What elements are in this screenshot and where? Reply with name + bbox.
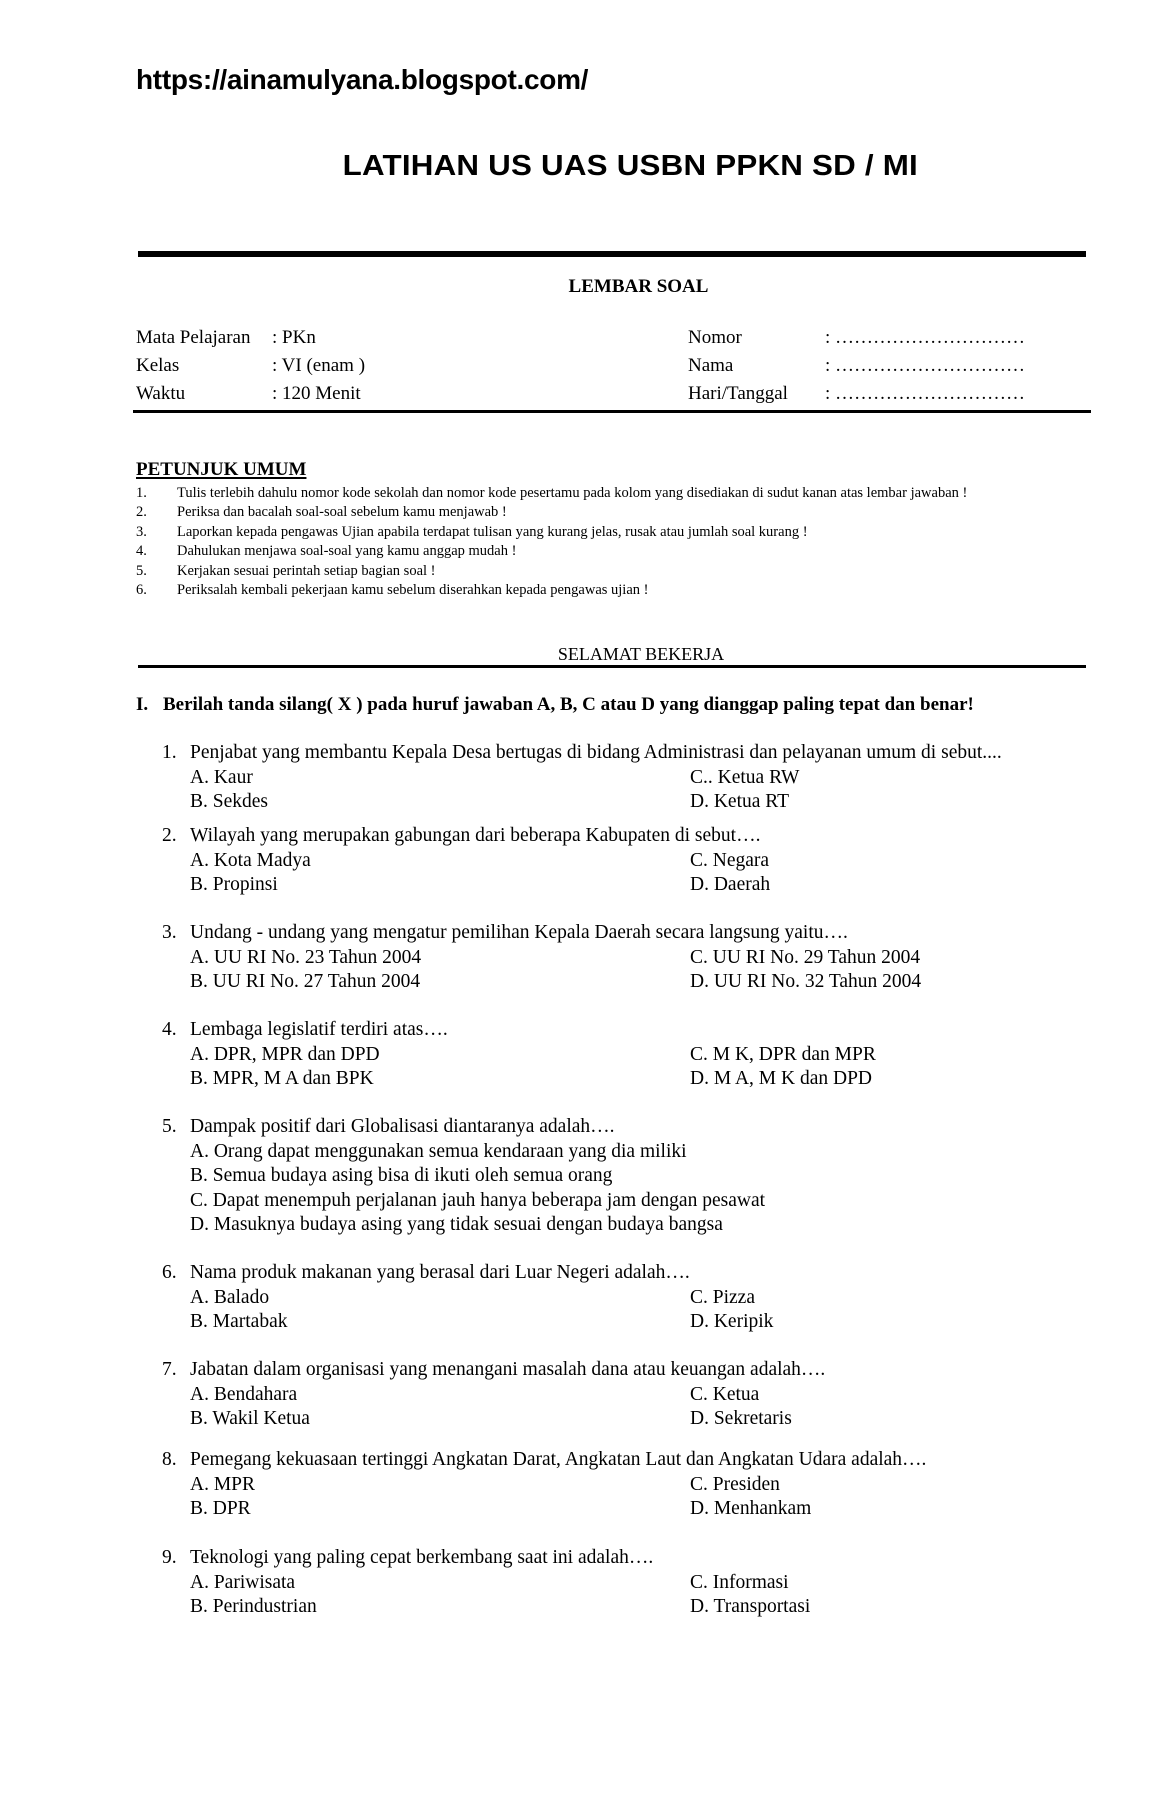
question-text: Jabatan dalam organisasi yang menangani masalah dana atau keuangan adalah…. <box>190 1359 826 1380</box>
instructions-list <box>136 484 1076 600</box>
item-number: 5. <box>136 562 147 579</box>
option-b: B. DPR <box>190 1498 251 1519</box>
option-c: C. Informasi <box>690 1571 789 1593</box>
option-b: B. Sekdes <box>190 791 268 812</box>
option-c: C.. Ketua RW <box>690 766 800 788</box>
instruction-item <box>136 484 1076 503</box>
option-a: A. UU RI No. 23 Tahun 2004 <box>190 946 422 968</box>
option-a: A. DPR, MPR dan DPD <box>190 1043 380 1065</box>
header-divider <box>138 251 1086 257</box>
item-number: 1. <box>136 485 147 501</box>
item-number: 3. <box>136 523 147 540</box>
option-a: A. Pariwisata <box>190 1571 296 1593</box>
section-instruction <box>136 694 974 716</box>
instruction-item <box>136 542 1076 561</box>
option-d: D. Sekretaris <box>690 1408 792 1429</box>
option-d: D. Keripik <box>690 1311 774 1332</box>
info-value: : 120 Menit <box>272 383 361 404</box>
option-b: B. Perindustrian <box>190 1596 317 1617</box>
exam-info-left <box>136 324 365 408</box>
number-field: : ………………………… <box>825 327 1026 348</box>
question-text: Nama produk makanan yang berasal dari Luar Negeri adalah…. <box>190 1262 690 1283</box>
closing-text: SELAMAT BEKERJA <box>557 644 725 664</box>
question <box>162 921 1082 995</box>
question <box>162 1358 1082 1432</box>
info-label: Hari/Tanggal <box>688 383 788 404</box>
item-number: 2. <box>136 504 147 521</box>
question-number: 5. <box>162 1116 177 1137</box>
option-a: A. Orang dapat menggunakan semua kendaraan yang dia miliki <box>190 1140 687 1162</box>
section-text: Berilah tanda silang( X ) pada huruf jawaban A, B, C atau D yang dianggap paling tepat dan benar! <box>163 694 974 715</box>
date-field: : ………………………… <box>825 383 1026 404</box>
item-text: Kerjakan sesuai perintah setiap bagian soal ! <box>177 562 436 579</box>
info-label: Nama <box>688 355 734 376</box>
info-row-date <box>688 380 1025 408</box>
question-number: 9. <box>162 1547 177 1568</box>
question-text: Undang - undang yang mengatur pemilihan Kepala Daerah secara langsung yaitu…. <box>190 922 848 943</box>
question-text: Wilayah yang merupakan gabungan dari beberapa Kabupaten di sebut…. <box>190 825 761 846</box>
option-c: C. Ketua <box>690 1383 760 1405</box>
info-row-name <box>688 352 1025 380</box>
question-number: 6. <box>162 1262 177 1283</box>
section-divider <box>138 665 1086 668</box>
question-text: Penjabat yang membantu Kepala Desa bertugas di bidang Administrasi dan pelayanan umum di sebut.... <box>190 742 1002 763</box>
item-text: Periksalah kembali pekerjaan kamu sebelum diserahkan kepada pengawas ujian ! <box>177 582 649 599</box>
option-d: D. Masuknya budaya asing yang tidak sesuai dengan budaya bangsa <box>190 1214 723 1235</box>
info-value: : PKn <box>272 327 316 348</box>
question-number: 1. <box>162 742 177 763</box>
question <box>162 1018 1082 1092</box>
section-number: I. <box>136 694 149 715</box>
instruction-item <box>136 562 1076 581</box>
option-d: D. Daerah <box>690 874 771 895</box>
option-c: C. Negara <box>690 849 770 871</box>
info-row-time <box>136 380 365 408</box>
info-label: Mata Pelajaran <box>136 327 251 348</box>
instruction-item <box>136 503 1076 522</box>
item-number: 4. <box>136 543 147 560</box>
item-text: Periksa dan bacalah soal-soal sebelum kamu menjawab ! <box>177 504 507 521</box>
question-text: Lembaga legislatif terdiri atas…. <box>190 1019 448 1040</box>
option-d: D. Transportasi <box>690 1596 811 1617</box>
question-text: Pemegang kekuasaan tertinggi Angkatan Darat, Angkatan Laut dan Angkatan Udara adalah…. <box>190 1449 927 1470</box>
option-b: B. Wakil Ketua <box>190 1408 310 1429</box>
option-c: C. M K, DPR dan MPR <box>690 1043 876 1065</box>
option-b: B. MPR, M A dan BPK <box>190 1068 374 1089</box>
question-number: 8. <box>162 1449 177 1470</box>
option-b: B. Propinsi <box>190 874 278 895</box>
question <box>162 1115 1082 1238</box>
question <box>162 1448 1082 1522</box>
option-a: A. Kaur <box>190 766 253 788</box>
option-b: B. UU RI No. 27 Tahun 2004 <box>190 971 421 992</box>
instructions-heading: PETUNJUK UMUM <box>136 459 307 480</box>
info-row-number <box>688 324 1025 352</box>
option-a: A. Bendahara <box>190 1383 298 1405</box>
instruction-item <box>136 581 1076 600</box>
option-b: B. Martabak <box>190 1311 288 1332</box>
option-c: C. Pizza <box>690 1286 755 1308</box>
page-title: LATIHAN US UAS USBN PPKN SD / MI <box>342 150 918 182</box>
info-value: : VI (enam ) <box>272 355 366 376</box>
option-c: C. Dapat menempuh perjalanan jauh hanya beberapa jam dengan pesawat <box>190 1189 766 1211</box>
option-b: B. Semua budaya asing bisa di ikuti oleh semua orang <box>190 1165 613 1186</box>
question-number: 3. <box>162 922 177 943</box>
item-text: Laporkan kepada pengawas Ujian apabila terdapat tulisan yang kurang jelas, rusak atau jumlah soal kurang ! <box>177 523 808 540</box>
item-text: Dahulukan menjawa soal-soal yang kamu anggap mudah ! <box>177 543 517 560</box>
exam-info-right <box>688 324 1025 408</box>
option-a: A. Kota Madya <box>190 849 311 871</box>
item-text: Tulis terlebih dahulu nomor kode sekolah dan nomor kode pesertamu pada kolom yang disediakan di sudut kanan atas lembar jawaban ! <box>177 485 968 501</box>
question-text: Teknologi yang paling cepat berkembang saat ini adalah…. <box>190 1547 654 1568</box>
question-number: 2. <box>162 825 177 846</box>
option-d: D. Ketua RT <box>690 791 790 812</box>
option-d: D. Menhankam <box>690 1498 812 1519</box>
question <box>162 741 1082 815</box>
question <box>162 1261 1082 1335</box>
blog-url: https://ainamulyana.blogspot.com/ <box>136 64 589 95</box>
question-text: Dampak positif dari Globalisasi diantaranya adalah…. <box>190 1116 615 1137</box>
option-a: A. MPR <box>190 1473 256 1495</box>
info-divider <box>133 410 1091 413</box>
info-row-subject <box>136 324 365 352</box>
sheet-label: LEMBAR SOAL <box>568 276 709 297</box>
info-label: Waktu <box>136 383 186 404</box>
question-number: 4. <box>162 1019 177 1040</box>
name-field: : ………………………… <box>825 355 1026 376</box>
option-d: D. UU RI No. 32 Tahun 2004 <box>690 971 922 992</box>
option-d: D. M A, M K dan DPD <box>690 1068 873 1089</box>
option-c: C. UU RI No. 29 Tahun 2004 <box>690 946 921 968</box>
info-label: Kelas <box>136 355 180 376</box>
option-c: C. Presiden <box>690 1473 780 1495</box>
item-number: 6. <box>136 582 147 599</box>
info-row-class <box>136 352 365 380</box>
question <box>162 824 1082 898</box>
question-number: 7. <box>162 1359 177 1380</box>
question <box>162 1546 1082 1620</box>
instruction-item <box>136 523 1076 542</box>
option-a: A. Balado <box>190 1286 270 1308</box>
info-label: Nomor <box>688 327 742 348</box>
